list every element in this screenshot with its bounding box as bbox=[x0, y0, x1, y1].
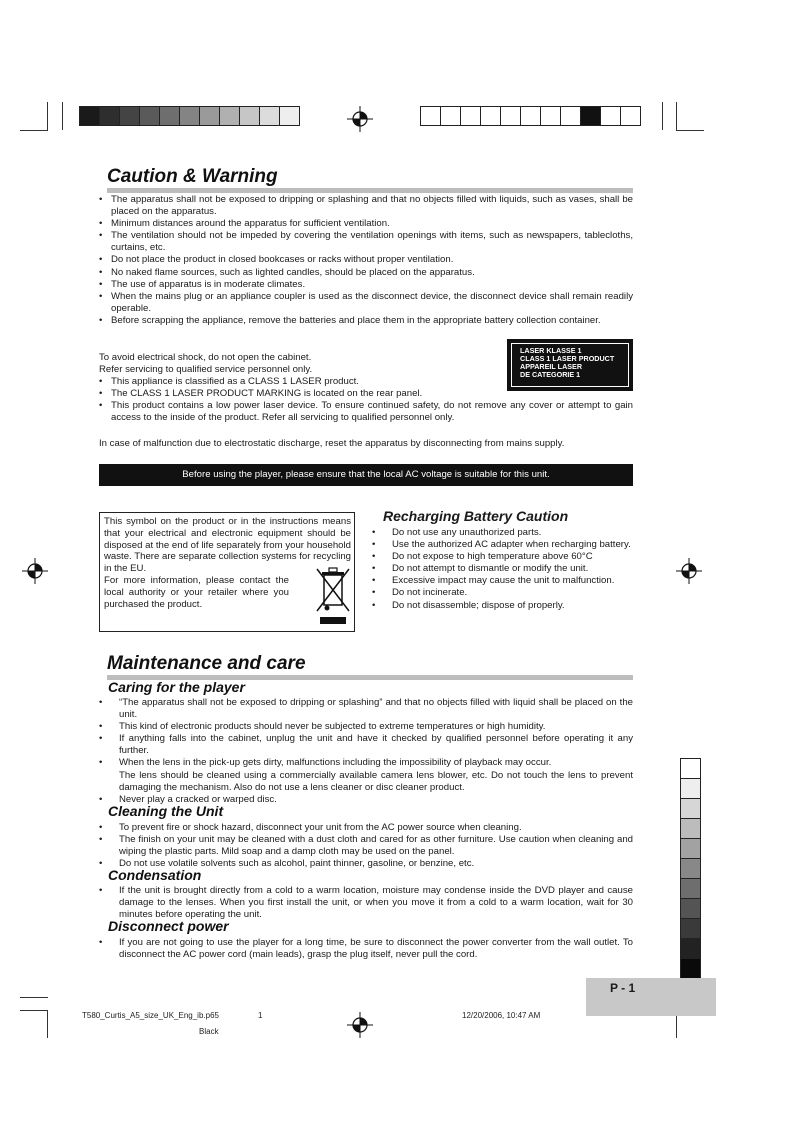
list-item: • This appliance is classified as a CLASS 1 LASER product. bbox=[99, 376, 633, 388]
color-swatch bbox=[421, 107, 441, 125]
footer-page: 1 bbox=[258, 1011, 263, 1020]
color-swatch bbox=[441, 107, 461, 125]
list-item: • No naked flame sources, such as lighted candles, should be placed on the apparatus. bbox=[99, 267, 633, 279]
crop-mark bbox=[47, 102, 48, 130]
laser-label-line: CLASS 1 LASER PRODUCT bbox=[520, 354, 615, 363]
color-swatch bbox=[681, 799, 700, 819]
crop-mark bbox=[47, 1010, 48, 1038]
list-item: • If anything falls into the cabinet, unplug the unit and have it checked by qualified personnel before operating it any further. bbox=[99, 733, 633, 757]
weee-text-1: This symbol on the product or in the instructions means that your electrical and electronic equipment should be disposed at the end of life separately from your household waste. There are separate collection systems for recycling in the EU. bbox=[104, 516, 351, 575]
color-swatch bbox=[240, 107, 260, 125]
crossed-bin-icon bbox=[314, 565, 352, 627]
footer-datetime: 12/20/2006, 10:47 AM bbox=[462, 1011, 541, 1020]
color-swatch bbox=[481, 107, 501, 125]
color-swatch bbox=[180, 107, 200, 125]
list-item: • Before scrapping the appliance, remove the batteries and place them in the appropriate battery collection container. bbox=[99, 315, 633, 327]
list-item: • The ventilation should not be impeded by covering the ventilation openings with items, such as newspapers, tablecloths, curtains, etc. bbox=[99, 230, 633, 254]
voltage-banner: Before using the player, please ensure that the local AC voltage is suitable for this unit. bbox=[99, 464, 633, 486]
registration-target-icon bbox=[676, 558, 702, 584]
grayscale-bar-top-right bbox=[420, 106, 641, 126]
grayscale-bar-side bbox=[680, 758, 701, 979]
list-item: • The CLASS 1 LASER PRODUCT MARKING is located on the rear panel. bbox=[99, 388, 633, 400]
list-item: • This product contains a low power laser device. To ensure continued safety, do not remove any cover or attempt to gain access to the inside of the product. Refer all servicing to qualified personnel only. bbox=[99, 400, 633, 424]
crop-mark bbox=[676, 102, 677, 130]
list-item: • Use the authorized AC adapter when recharging battery. bbox=[372, 539, 634, 551]
disconnect-list bbox=[99, 937, 633, 961]
caring-list bbox=[99, 697, 633, 770]
list-item: • This kind of electronic products should never be subjected to extreme temperatures or high humidity. bbox=[99, 721, 633, 733]
page-number-tab bbox=[586, 978, 716, 1016]
color-swatch bbox=[681, 779, 700, 799]
color-swatch bbox=[621, 107, 640, 125]
condensation-title: Condensation bbox=[108, 867, 202, 883]
laser-class-label bbox=[507, 339, 633, 391]
laser-label-line: DE CATEGORIE 1 bbox=[520, 370, 581, 379]
list-item: • Do not incinerate. bbox=[372, 587, 634, 599]
list-item: • Do not disassemble; dispose of properly. bbox=[372, 600, 634, 612]
list-item: • Minimum distances around the apparatus for sufficient ventilation. bbox=[99, 218, 633, 230]
color-swatch bbox=[601, 107, 621, 125]
battery-title: Recharging Battery Caution bbox=[383, 508, 569, 524]
shock-line-2: Refer servicing to qualified service personnel only. bbox=[99, 364, 313, 376]
shock-warning bbox=[99, 352, 499, 376]
color-swatch bbox=[561, 107, 581, 125]
shock-line-1: To avoid electrical shock, do not open the cabinet. bbox=[99, 352, 312, 363]
color-swatch bbox=[541, 107, 561, 125]
list-item: • Do not expose to high temperature above 60°C bbox=[372, 551, 634, 563]
battery-list bbox=[372, 527, 634, 612]
color-swatch bbox=[681, 759, 700, 779]
color-swatch bbox=[220, 107, 240, 125]
registration-target-icon bbox=[347, 1012, 373, 1038]
color-swatch bbox=[200, 107, 220, 125]
list-item: • The apparatus shall not be exposed to dripping or splashing and that no objects filled with liquids, such as vases, shall be placed on the apparatus. bbox=[99, 194, 633, 218]
color-swatch bbox=[681, 959, 700, 978]
list-item: • Do not use any unauthorized parts. bbox=[372, 527, 634, 539]
list-item: • The finish on your unit may be cleaned with a dust cloth and cared for as other furniture. Use caution when cleaning and wiping the plastic parts. Mild soap and a damp cloth may be used on the panel. bbox=[99, 834, 633, 858]
color-swatch bbox=[681, 859, 700, 879]
list-item: • Do not attempt to dismantle or modify the unit. bbox=[372, 563, 634, 575]
grayscale-bar-top-left bbox=[79, 106, 300, 126]
laser-label-line: APPAREIL LASER bbox=[520, 362, 583, 371]
color-swatch bbox=[681, 879, 700, 899]
weee-notice-box bbox=[99, 512, 355, 632]
color-swatch bbox=[581, 107, 601, 125]
caring-title: Caring for the player bbox=[108, 679, 245, 695]
caring-section bbox=[99, 697, 633, 806]
cleaning-title: Cleaning the Unit bbox=[108, 803, 224, 819]
color-swatch bbox=[120, 107, 140, 125]
list-item: • Excessive impact may cause the unit to malfunction. bbox=[372, 575, 634, 587]
laser-label-line: LASER KLASSE 1 bbox=[520, 346, 582, 355]
color-swatch bbox=[80, 107, 100, 125]
list-item: • “The apparatus shall not be exposed to dripping or splashing” and that no objects filled with liquid shall be placed on the unit. bbox=[99, 697, 633, 721]
color-swatch bbox=[260, 107, 280, 125]
list-item: • Do not place the product in closed bookcases or racks without proper ventilation. bbox=[99, 254, 633, 266]
list-item: • If you are not going to use the player for a long time, be sure to disconnect the power converter from the wall outlet. To disconnect the AC power cord (main leads), grasp the plug itself, never pull the cord. bbox=[99, 937, 633, 961]
list-item: • When the mains plug or an appliance coupler is used as the disconnect device, the disconnect device shall remain readily operable. bbox=[99, 291, 633, 315]
crop-mark bbox=[20, 1010, 48, 1011]
disconnect-title: Disconnect power bbox=[108, 918, 229, 934]
color-swatch bbox=[521, 107, 541, 125]
footer-filename: T580_Curtis_A5_size_UK_Eng_ib.p65 bbox=[82, 1011, 219, 1020]
crop-mark bbox=[662, 102, 663, 130]
crop-mark bbox=[676, 130, 704, 131]
condensation-list bbox=[99, 885, 633, 921]
crop-mark bbox=[20, 997, 48, 998]
caution-list bbox=[99, 194, 633, 327]
footer-plate: Black bbox=[199, 1027, 219, 1036]
caution-title: Caution & Warning bbox=[107, 166, 633, 193]
list-item: • The use of apparatus is in moderate climates. bbox=[99, 279, 633, 291]
lens-paragraph: The lens should be cleaned using a commercially available camera lens blower, etc. Do not touch the lens to prevent damaging the mechanism. Also do not use a lens cleaner or disc cleaner product. bbox=[119, 769, 633, 793]
color-swatch bbox=[461, 107, 481, 125]
registration-target-icon bbox=[347, 106, 373, 132]
crop-mark bbox=[62, 102, 63, 130]
malfunction-note: In case of malfunction due to electrostatic discharge, reset the apparatus by disconnecting from mains supply. bbox=[99, 438, 565, 449]
page-number: P - 1 bbox=[610, 981, 636, 995]
color-swatch bbox=[100, 107, 120, 125]
color-swatch bbox=[140, 107, 160, 125]
list-item: • When the lens in the pick-up gets dirty, malfunctions including the impossibility of playback may occur. bbox=[99, 757, 633, 769]
cleaning-list bbox=[99, 822, 633, 870]
color-swatch bbox=[160, 107, 180, 125]
maintenance-title: Maintenance and care bbox=[107, 653, 633, 680]
color-swatch bbox=[681, 819, 700, 839]
crop-mark bbox=[20, 130, 48, 131]
registration-target-icon bbox=[22, 558, 48, 584]
color-swatch bbox=[280, 107, 299, 125]
color-swatch bbox=[681, 839, 700, 859]
color-swatch bbox=[681, 899, 700, 919]
weee-text-2: For more information, please contact the local authority or your retailer where you purchased the product. bbox=[104, 574, 289, 610]
list-item: • Never play a cracked or warped disc. bbox=[99, 794, 633, 806]
list-item: • If the unit is brought directly from a cold to a warm location, moisture may condense inside the DVD player and cause damage to the lenses. When you first install the unit, or when you move it from a cold to a warm location, wait for 30 minutes before operating the unit. bbox=[99, 885, 633, 921]
list-item: • Do not use volatile solvents such as alcohol, paint thinner, gasoline, or benzine, etc. bbox=[99, 858, 633, 870]
color-swatch bbox=[681, 939, 700, 959]
color-swatch bbox=[681, 919, 700, 939]
color-swatch bbox=[501, 107, 521, 125]
list-item: • To prevent fire or shock hazard, disconnect your unit from the AC power source when cleaning. bbox=[99, 822, 633, 834]
